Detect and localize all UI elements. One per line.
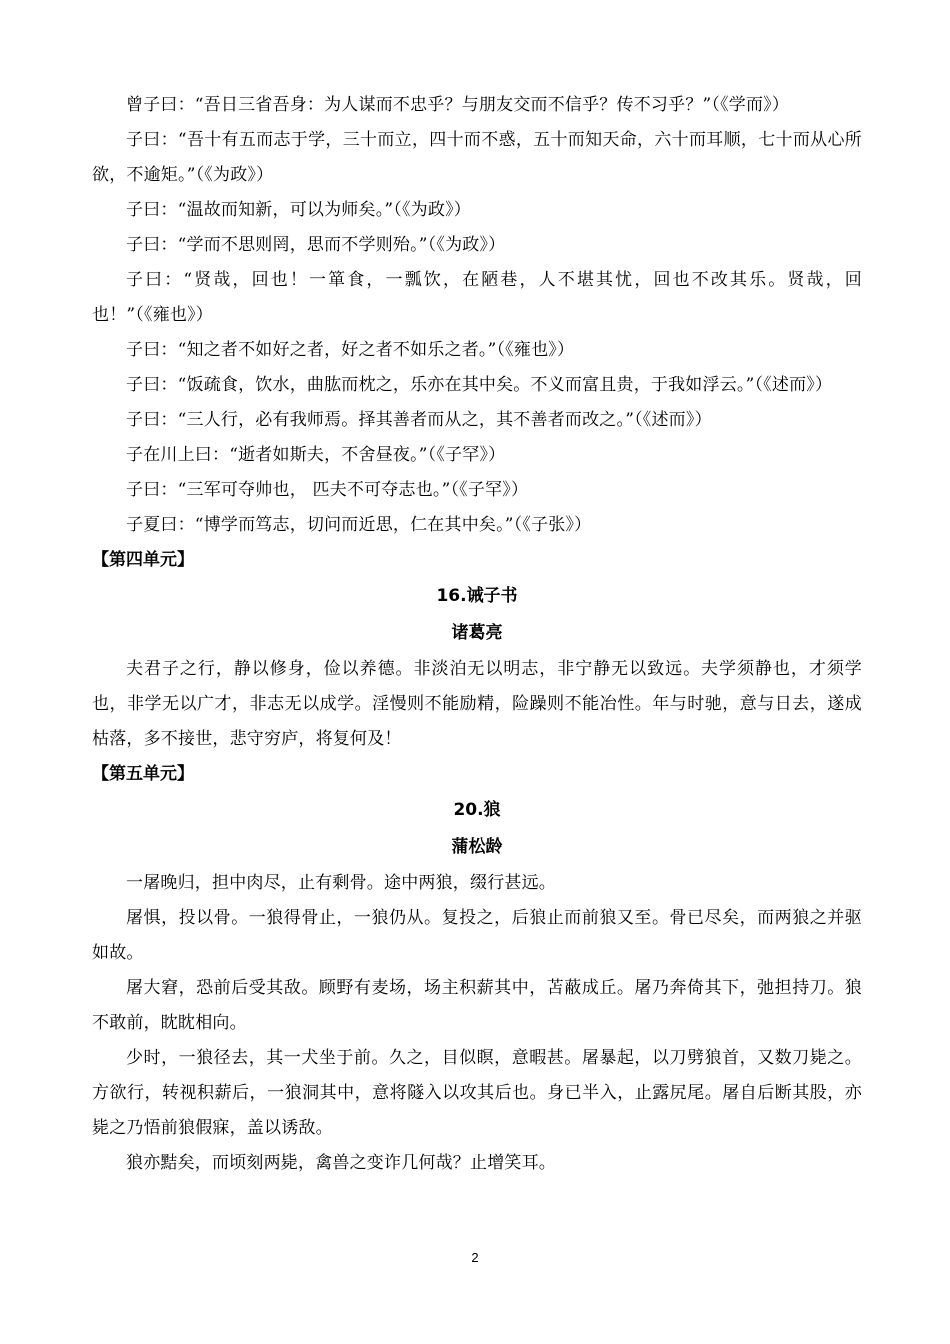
analects-paragraph: 子曰：“知之者不如好之者，好之者不如乐之者。”（《雍也》）	[126, 340, 575, 360]
story-paragraph: 狼亦黠矣，而顷刻两毙，禽兽之变诈几何哉？止增笑耳。	[126, 1153, 556, 1173]
story-paragraph: 屠惧，投以骨。一狼得骨止，一狼仍从。复投之，后狼止而前狼又至。骨已尽矣，而两狼之并驱如故。	[92, 908, 862, 963]
story-author: 蒲松龄	[451, 837, 503, 857]
analects-paragraph: 子曰：“三人行，必有我师焉。择其善者而从之，其不善者而改之。”（《述而》）	[126, 410, 712, 430]
analects-paragraph: 子曰：“学而不思则罔，思而不学则殆。”（《为政》）	[126, 235, 506, 255]
story-title: 20.狼	[453, 800, 501, 820]
story-paragraph: 一屠晚归，担中肉尽，止有剩骨。途中两狼，缀行甚远。	[126, 873, 556, 893]
story-paragraph: 少时，一狼径去，其一犬坐于前。久之，目似瞑，意暇甚。屠暴起，以刀劈狼首，又数刀毙之。方欲行，转视积薪后，一狼洞其中，意将隧入以攻其后也。身已半入，止露尻尾。屠自后断其股，亦毙之乃悟前狼假寐，盖以诱敌。	[92, 1048, 862, 1138]
unit-heading: 【第四单元】	[92, 550, 194, 570]
analects-section	[92, 88, 862, 543]
unit4-section	[92, 543, 862, 757]
essay-title: 16.诫子书	[436, 586, 518, 606]
document-page	[92, 88, 862, 1181]
unit-heading: 【第五单元】	[92, 764, 194, 784]
analects-paragraph: 子曰：“三军可夺帅也， 匹夫不可夺志也。”（《子罕》）	[126, 480, 529, 500]
page-number: 2	[471, 1250, 479, 1265]
analects-paragraph: 曾子曰：“吾日三省吾身：为人谋而不忠乎？与朋友交而不信乎？传不习乎？”（《学而》）	[126, 95, 790, 115]
story-paragraph: 屠大窘，恐前后受其敌。顾野有麦场，场主积薪其中，苫蔽成丘。屠乃奔倚其下，弛担持刀。狼不敢前，眈眈相向。	[92, 978, 862, 1033]
analects-paragraph: 子曰：“温故而知新，可以为师矣。”（《为政》）	[126, 200, 471, 220]
analects-paragraph: 子曰：“吾十有五而志于学，三十而立，四十而不惑，五十而知天命，六十而耳顺，七十而从心所欲，不逾矩。”（《为政》）	[92, 130, 862, 185]
essay-author: 诸葛亮	[451, 623, 503, 643]
analects-paragraph: 子在川上曰：“逝者如斯夫，不舍昼夜。”（《子罕》）	[126, 445, 506, 465]
essay-paragraph: 夫君子之行，静以修身，俭以养德。非淡泊无以明志，非宁静无以致远。夫学须静也，才须学也，非学无以广才，非志无以成学。淫慢则不能励精，险躁则不能冶性。年与时驰，意与日去，遂成枯落，多不接世，悲守穷庐，将复何及！	[92, 659, 862, 749]
unit5-section	[92, 757, 862, 1181]
analects-paragraph: 子夏曰：“博学而笃志，切问而近思，仁在其中矣。”（《子张》）	[126, 515, 592, 535]
analects-paragraph: 子曰：“饭疏食，饮水，曲肱而枕之，乐亦在其中矣。不义而富且贵，于我如浮云。”（《述而》）	[126, 375, 833, 395]
analects-paragraph: 子曰：“贤哉，回也！一箪食，一瓢饮，在陋巷，人不堪其忧，回也不改其乐。贤哉，回也！”（《雍也》）	[92, 270, 862, 325]
